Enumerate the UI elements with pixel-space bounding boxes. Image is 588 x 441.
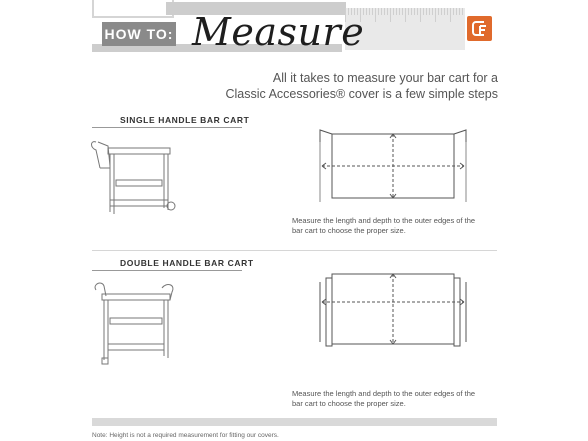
ruler-tick — [402, 8, 403, 15]
ruler-tick — [432, 8, 433, 15]
ruler-tick — [459, 8, 460, 15]
header-frame-decoration — [92, 0, 174, 18]
ruler-tick — [399, 8, 400, 15]
caption-line-1: Measure the length and depth to the outer edges of the — [292, 216, 476, 225]
section-label-double-handle: DOUBLE HANDLE BAR CART — [120, 258, 254, 268]
ruler-tick — [381, 8, 382, 15]
ruler-tick — [456, 8, 457, 15]
ruler-tick — [417, 8, 418, 15]
single-handle-cart-top-view-diagram — [318, 130, 468, 205]
caption-line-1: Measure the length and depth to the outer edges of the — [292, 389, 476, 398]
section-label-single-handle: SINGLE HANDLE BAR CART — [120, 115, 250, 125]
page-title: Measure — [192, 10, 365, 54]
ruler-tick — [387, 8, 388, 15]
intro-line-1: All it takes to measure your bar cart for a — [272, 71, 498, 85]
double-handle-cart-top-view-diagram — [318, 272, 468, 347]
ruler-tick — [390, 8, 391, 22]
section-rule — [92, 127, 242, 128]
ruler-tick — [366, 8, 367, 15]
ruler-tick — [462, 8, 463, 15]
ruler-tick — [369, 8, 370, 15]
ruler-tick — [378, 8, 379, 15]
ruler-tick — [384, 8, 385, 15]
ruler-tick — [375, 8, 376, 22]
classic-accessories-logo-icon — [467, 16, 492, 41]
ruler-tick — [414, 8, 415, 15]
ruler-tick — [420, 8, 421, 22]
double-handle-caption — [292, 389, 502, 409]
ruler-tick — [453, 8, 454, 15]
caption-line-2: bar cart to choose the proper size. — [292, 226, 406, 235]
intro-line-2: Classic Accessories® cover is a few simple steps — [225, 87, 498, 101]
caption-line-2: bar cart to choose the proper size. — [292, 399, 406, 408]
ruler-tick — [438, 8, 439, 15]
ruler-tick — [426, 8, 427, 15]
ruler-tick — [393, 8, 394, 15]
ruler-tick — [429, 8, 430, 15]
how-to-label: HOW TO: — [102, 22, 176, 46]
ruler-tick — [435, 8, 436, 22]
ruler-tick — [423, 8, 424, 15]
logo-mark-icon — [467, 16, 492, 41]
section-divider — [92, 250, 497, 251]
ruler-tick — [396, 8, 397, 15]
ruler-tick — [372, 8, 373, 15]
footer-bar-decoration — [92, 418, 497, 426]
ruler-tick — [411, 8, 412, 15]
ruler-tick — [447, 8, 448, 15]
double-handle-cart-illustration — [90, 280, 180, 370]
intro-text — [198, 70, 498, 102]
ruler-tick — [444, 8, 445, 15]
ruler-tick — [450, 8, 451, 22]
ruler-tick — [441, 8, 442, 15]
ruler-tick — [408, 8, 409, 15]
section-rule — [92, 270, 242, 271]
single-handle-cart-illustration — [88, 134, 188, 224]
ruler-tick — [405, 8, 406, 22]
footer-note: Note: Height is not a required measurement for fitting our covers. — [92, 432, 279, 439]
single-handle-caption — [292, 216, 502, 236]
